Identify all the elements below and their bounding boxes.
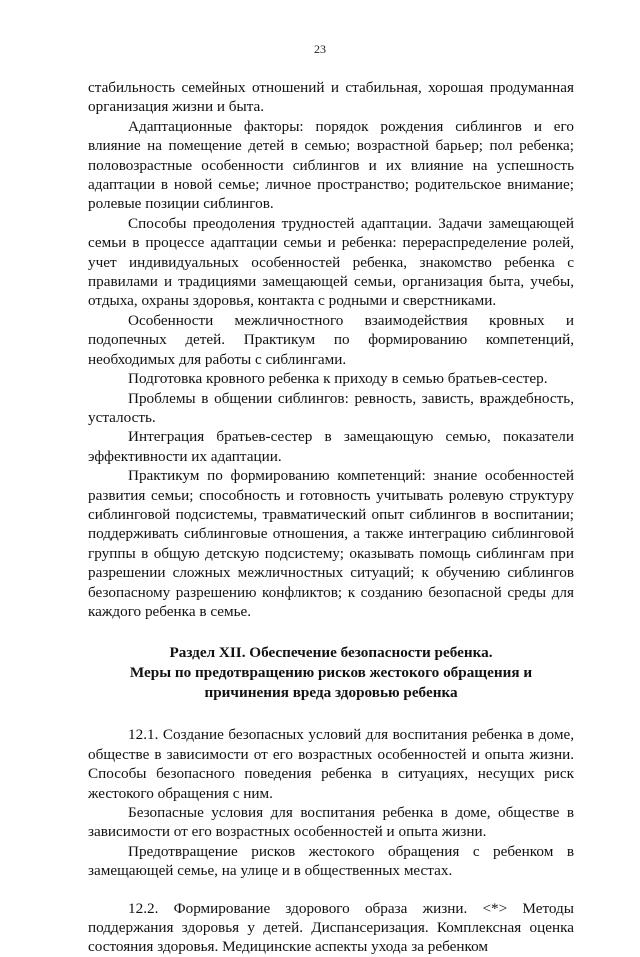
- paragraph: 12.1. Создание безопасных условий для воспитания ребенка в доме, обществе в зависимости от его возрастных особенностей и опыта жизни. Способы безопасного поведения ребенка в ситуациях, несущих риск жестокого обращения с ним.: [88, 726, 574, 802]
- section-heading-line: Меры по предотвращению рисков жестокого обращения и: [129, 664, 533, 682]
- section-heading-line: Раздел XII. Обеспечение безопасности ребенка.: [169, 644, 493, 662]
- paragraph: Подготовка кровного ребенка к приходу в семью братьев-сестер.: [128, 370, 548, 388]
- page-number: 23: [314, 42, 326, 56]
- paragraph: Безопасные условия для воспитания ребенка в доме, обществе в зависимости от его возрастных особенностей и опыта жизни.: [88, 804, 574, 841]
- body-text: [88, 78, 574, 957]
- paragraph-gap: [88, 881, 574, 899]
- paragraph: Особенности межличностного взаимодействия кровных и подопечных детей. Практикум по формированию компетенций, необходимых для работы с сиблингами.: [88, 311, 574, 368]
- paragraph: Интеграция братьев-сестер в замещающую семью, показатели эффективности их адаптации.: [88, 428, 574, 465]
- paragraph: стабильность семейных отношений и стабильная, хорошая продуманная организация жизни и быта.: [88, 79, 574, 116]
- section-heading: [88, 643, 574, 703]
- paragraph: 12.2. Формирование здорового образа жизни. <*> Методы поддержания здоровья у детей. Диспансеризация. Комплексная оценка состояния здоровья. Медицинские аспекты ухода за ребенком: [88, 899, 574, 956]
- paragraph: Предотвращение рисков жестокого обращения с ребенком в замещающей семье, на улице и в общественных местах.: [88, 842, 574, 880]
- paragraph: Адаптационные факторы: порядок рождения сиблингов и его влияние на помещение детей в семью; возрастной барьер; пол ребенка; половозрастные особенности сиблингов и их влияние на успешность адаптации в новой семье; личное пространство; родительское внимание; ролевые позиции сиблингов.: [88, 117, 574, 213]
- paragraph: Проблемы в общении сиблингов: ревность, зависть, враждебность, усталость.: [88, 389, 574, 426]
- paragraph: Способы преодоления трудностей адаптации. Задачи замещающей семьи в процессе адаптации семьи и ребенка: перераспределение ролей, учет индивидуальных особенностей ребенка, знакомство ребенка с правилами и традициями замещающей семьи, организация быта, учебы, отдыха, охраны здоровья, контакта с родными и сверстниками.: [88, 214, 574, 310]
- section-heading-line: причинения вреда здоровью ребенка: [204, 684, 458, 702]
- paragraph: Практикум по формированию компетенций: знание особенностей развития семьи; способность и готовность учитывать ролевую структуру сиблинговой подсистемы, травматический опыт сиблингов в воспитании; поддерживать сиблинговые отношения, а также интеграцию сиблинговой группы в общую детскую подсистему; оказывать помощь сиблингам при разрешении сложных межличностных ситуаций; к обучению сиблингов безопасному разрешению конфликтов; к созданию безопасной среды для каждого ребенка в семье.: [88, 467, 574, 620]
